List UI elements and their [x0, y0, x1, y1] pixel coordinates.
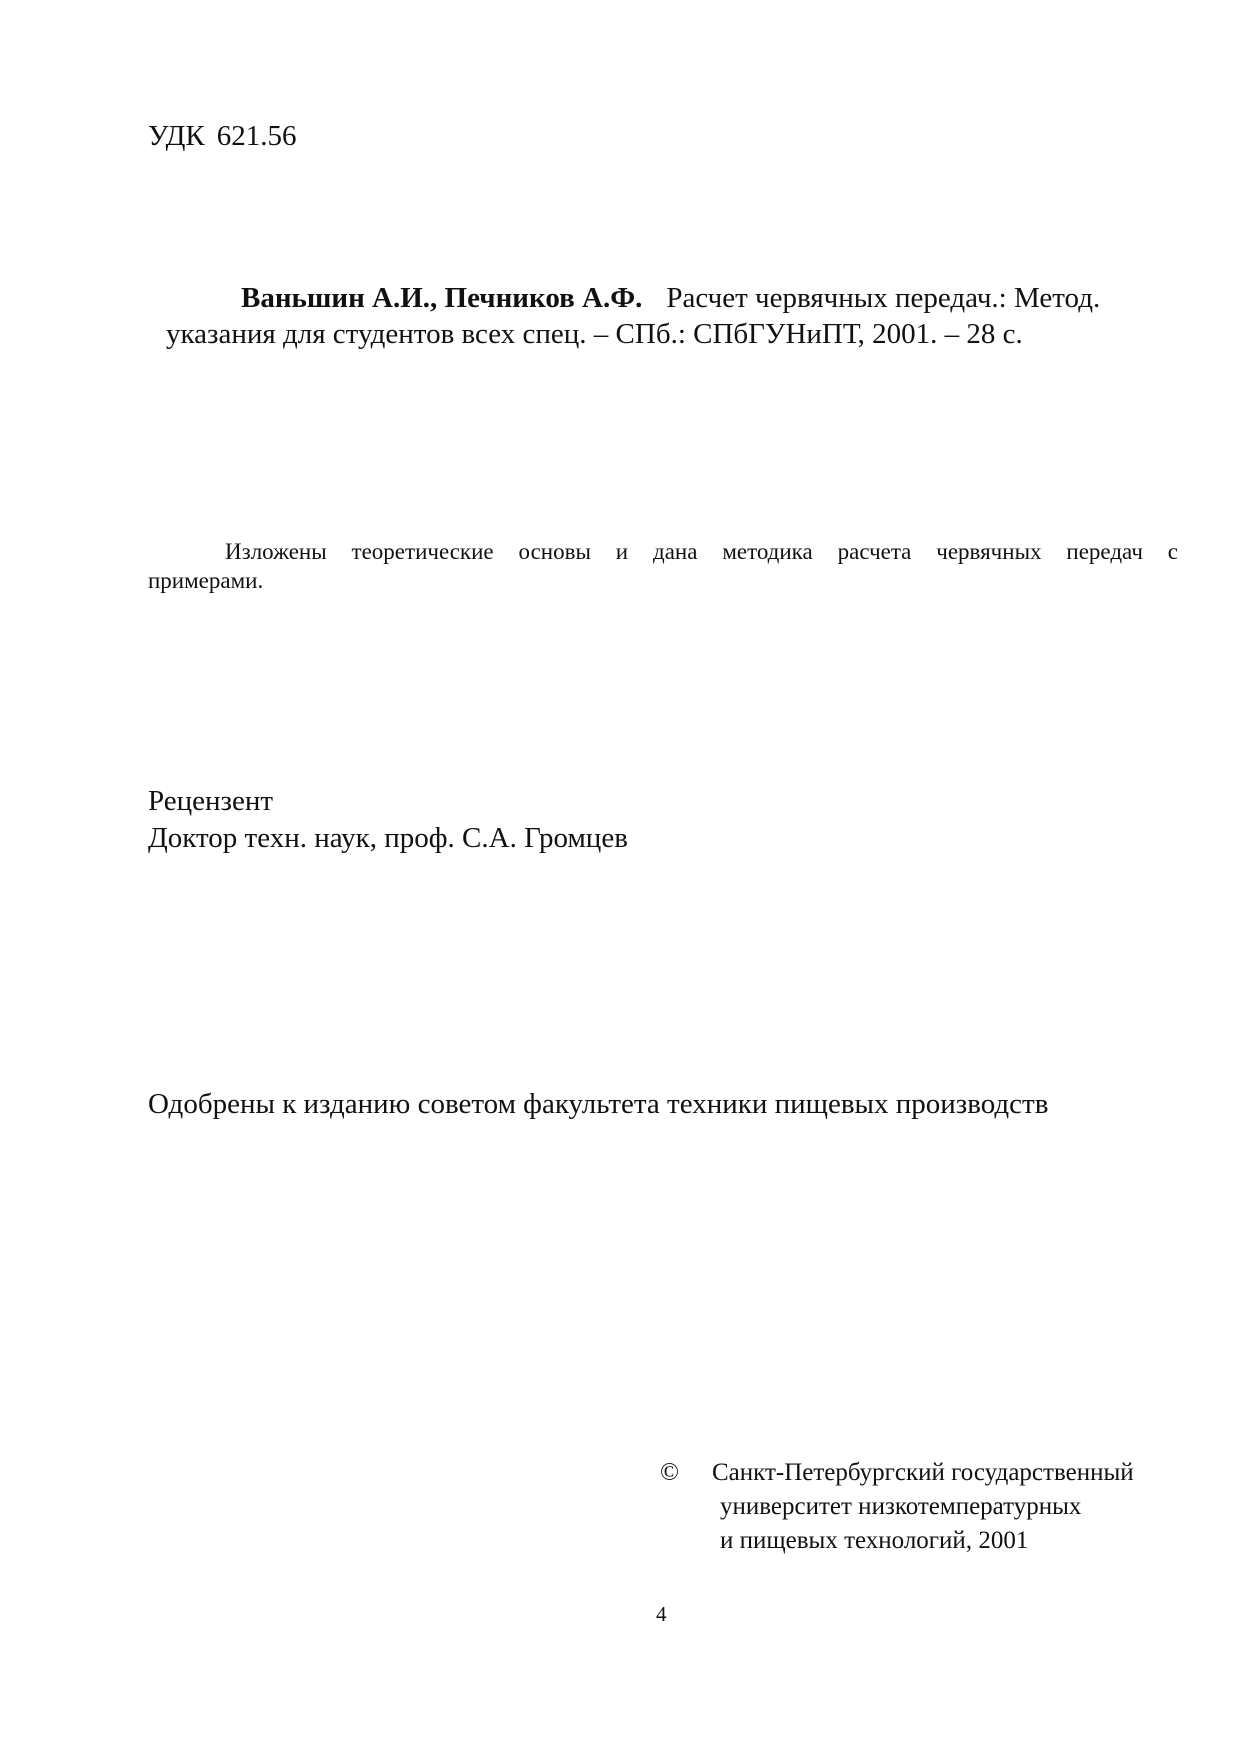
abstract-line2: примерами.: [148, 568, 264, 593]
abstract-paragraph: [148, 535, 1178, 568]
bibliographic-entry-line2: указания для студентов всех спец. – СПб.: СПбГУНиПТ, 2001. – 28 с.: [166, 318, 1023, 350]
copyright-org-line1: Санкт-Петербургский государственный: [712, 1459, 1134, 1486]
work-title: Расчет червячных передач.: Метод.: [666, 282, 1101, 314]
udk-code: [148, 120, 296, 153]
copyright-org-line3: и пищевых технологий, 2001: [720, 1527, 1029, 1554]
udk-label: УДК: [148, 120, 205, 152]
page-number: 4: [656, 1602, 667, 1626]
bibliographic-entry-line1: [241, 282, 1100, 315]
copyright-org-line2: университет низкотемпературных: [720, 1493, 1082, 1520]
abstract-line1: Изложены теоретические основы и дана методика расчета червячных передач с: [225, 539, 1178, 564]
udk-number: 621.56: [216, 120, 297, 152]
authors: Ваньшин А.И., Печников А.Ф.: [241, 282, 643, 314]
copyright-line1: [660, 1456, 1134, 1490]
copyright-symbol: ©: [660, 1459, 679, 1486]
reviewer-label: Рецензент: [148, 785, 274, 817]
reviewer-name: Доктор техн. наук, проф. С.А. Громцев: [148, 822, 628, 854]
approval-statement: Одобрены к изданию советом факультета техники пищевых производств: [148, 1088, 1049, 1120]
copyright-block: [660, 1456, 1134, 1558]
